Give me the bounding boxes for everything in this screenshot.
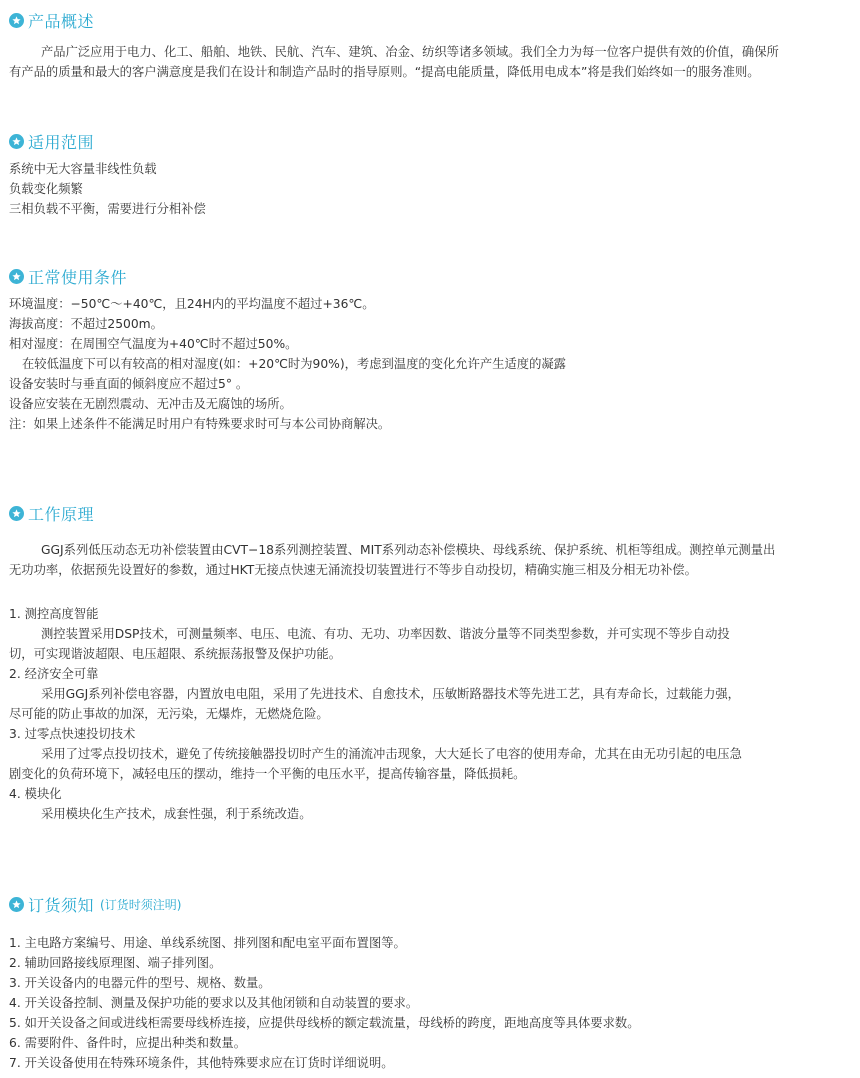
section-title: 适用范围	[28, 132, 95, 152]
feature-text-line: 采用GGJ系列补偿电容器，内置放电电阻，采用了先进技术、自愈技术，压敏断路器技术等先进工艺，具有寿命长，过载能力强，	[40, 687, 740, 701]
principle-intro-line: GGJ系列低压动态无功补偿装置由CVT−18系列测控装置、MIT系列动态补偿模块、母线系统、保护系统、机柜等组成。测控单元测量出	[40, 543, 776, 557]
list-item: 负载变化频繁	[9, 182, 83, 196]
list-item: 设备安装时与垂直面的倾斜度应不超过5° 。	[9, 377, 249, 391]
star-icon	[9, 269, 24, 284]
feature-text-line: 采用模块化生产技术，成套性强，利于系统改造。	[40, 807, 312, 821]
list-item: 环境温度：−50℃～+40℃，且24H内的平均温度不超过+36℃。	[9, 297, 375, 311]
feature-text-line: 切，可实现谐波超限、电压超限、系统振荡报警及保护功能。	[9, 647, 342, 661]
list-item: 2. 辅助回路接线原理图、端子排列图。	[9, 956, 222, 970]
list-item: 1. 主电路方案编号、用途、单线系统图、排列图和配电室平面布置图等。	[9, 936, 406, 950]
section-subtitle: (订货时须注明)	[100, 897, 182, 912]
list-item: 5. 如开关设备之间或进线柜需要母线桥连接，应提供母线桥的额定载流量，母线桥的跨度，距地高度等具体要求数。	[9, 1016, 640, 1030]
feature-text-line: 采用了过零点投切技术，避免了传统接触器投切时产生的涌流冲击现象，大大延长了电容的使用寿命，尤其在由无功引起的电压急	[40, 747, 742, 761]
section-title: 工作原理	[28, 504, 95, 524]
list-item: 设备应安装在无剧烈震动、无冲击及无腐蚀的场所。	[9, 397, 292, 411]
overview-text-line: 有产品的质量和最大的客户满意度是我们在设计和制造产品时的指导原则。“提高电能质量，降低用电成本”将是我们始终如一的服务准则。	[9, 65, 760, 79]
feature-title: 1. 测控高度智能	[9, 607, 99, 621]
section-heading-ordering	[9, 893, 181, 915]
list-item: 在较低温度下可以有较高的相对湿度(如：+20℃时为90%)，考虑到温度的变化允许产生适度的凝露	[22, 357, 566, 371]
principle-intro-line: 无功功率，依据预先设置好的参数，通过HKT无接点快速无涌流投切装置进行不等步自动投切，精确实施三相及分相无功补偿。	[9, 563, 697, 577]
feature-text-line: 剧变化的负荷环境下，减轻电压的摆动，维持一个平衡的电压水平，提高传输容量，降低损耗。	[9, 767, 526, 781]
feature-title: 4. 模块化	[9, 787, 62, 801]
section-heading-conditions	[9, 265, 127, 287]
section-heading-overview	[9, 9, 94, 31]
star-icon	[9, 134, 24, 149]
list-item: 三相负载不平衡，需要进行分相补偿	[9, 202, 206, 216]
list-item: 3. 开关设备内的电器元件的型号、规格、数量。	[9, 976, 271, 990]
list-item: 系统中无大容量非线性负载	[9, 162, 157, 176]
star-icon	[9, 897, 24, 912]
list-item: 4. 开关设备控制、测量及保护功能的要求以及其他闭锁和自动装置的要求。	[9, 996, 419, 1010]
list-item: 相对湿度：在周围空气温度为+40℃时不超过50%。	[9, 337, 298, 351]
list-item: 注：如果上述条件不能满足时用户有特殊要求时可与本公司协商解决。	[9, 417, 391, 431]
overview-text-line: 产品广泛应用于电力、化工、船舶、地铁、民航、汽车、建筑、冶金、纺织等诸多领域。我们全力为每一位客户提供有效的价值，确保所	[40, 45, 779, 59]
feature-text-line: 尽可能的防止事故的加深，无污染，无爆炸，无燃烧危险。	[9, 707, 329, 721]
feature-title: 2. 经济安全可靠	[9, 667, 99, 681]
star-icon	[9, 13, 24, 28]
list-item: 7. 开关设备使用在特殊环境条件，其他特殊要求应在订货时详细说明。	[9, 1056, 394, 1070]
section-heading-principle	[9, 502, 94, 524]
section-title: 产品概述	[28, 11, 95, 31]
star-icon	[9, 506, 24, 521]
section-title: 正常使用条件	[28, 267, 128, 287]
feature-text-line: 测控装置采用DSP技术，可测量频率、电压、电流、有功、无功、功率因数、谐波分量等不同类型参数，并可实现不等步自动投	[40, 627, 730, 641]
list-item: 6. 需要附件、备件时，应提出种类和数量。	[9, 1036, 246, 1050]
list-item: 海拔高度：不超过2500m。	[9, 317, 163, 331]
feature-title: 3. 过零点快速投切技术	[9, 727, 136, 741]
section-title: 订货须知	[28, 895, 95, 915]
section-heading-scope	[9, 130, 94, 152]
